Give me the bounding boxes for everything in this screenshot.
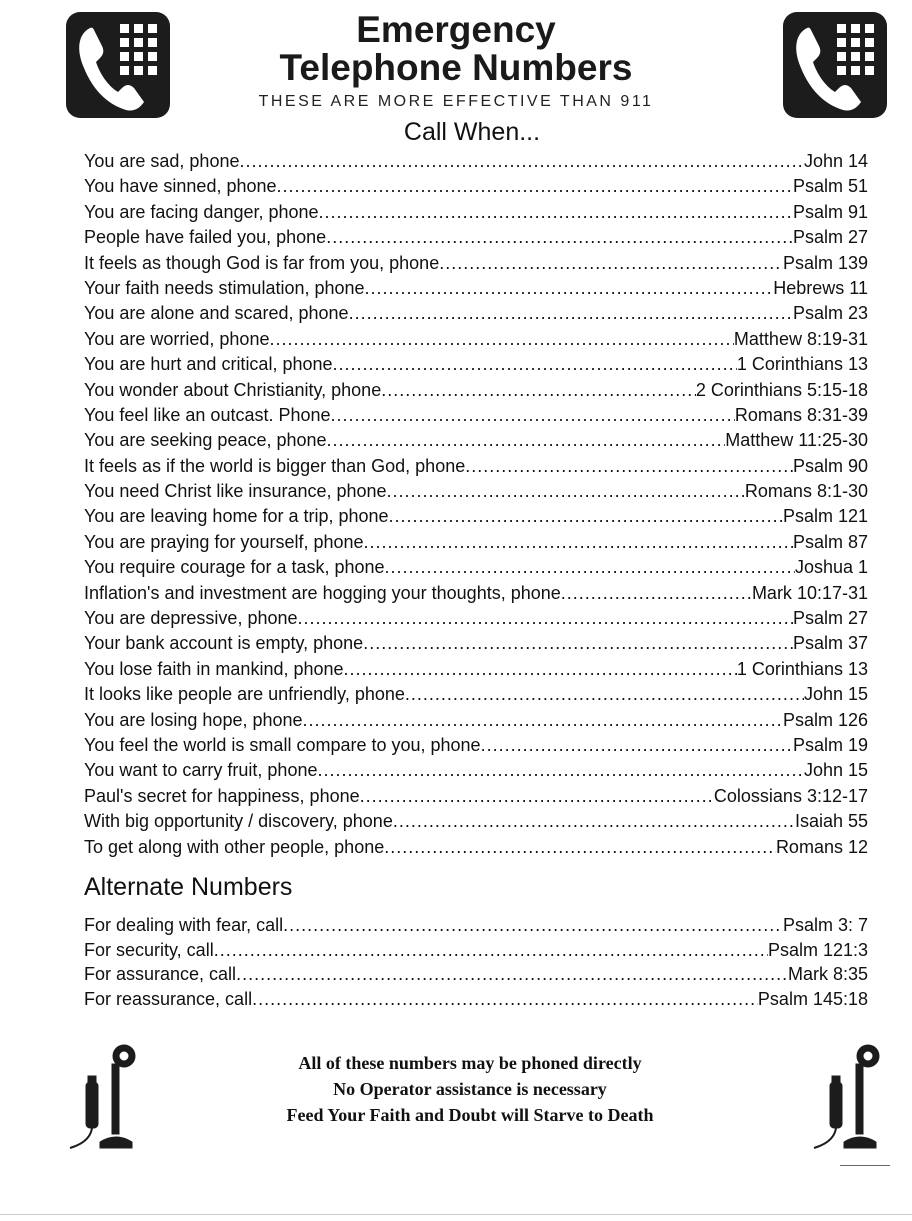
- footer-line: No Operator assistance is necessary: [333, 1079, 607, 1099]
- list-item: [84, 915, 868, 940]
- dot-leader: [364, 532, 793, 553]
- scripture-reference: Romans 8:1-30: [744, 481, 868, 502]
- scripture-reference: Psalm 139: [782, 252, 868, 273]
- condition-text: You are hurt and critical, phone: [84, 354, 333, 375]
- footer-line: Feed Your Faith and Doubt will Starve to Death: [286, 1105, 654, 1125]
- dot-leader: [236, 964, 788, 985]
- scripture-reference: Matthew 11:25-30: [725, 430, 868, 451]
- list-item: [84, 405, 868, 430]
- condition-text: For dealing with fear, call: [84, 915, 284, 935]
- dot-leader: [344, 659, 737, 680]
- list-item: [84, 608, 868, 633]
- dot-leader: [360, 786, 714, 807]
- dot-leader: [239, 151, 803, 172]
- scripture-reference: Psalm 19: [792, 734, 868, 755]
- list-item: [84, 710, 868, 735]
- condition-text: You are leaving home for a trip, phone: [84, 506, 389, 527]
- list-item: [84, 354, 868, 379]
- list-item: [84, 303, 868, 328]
- list-item: [84, 202, 868, 227]
- dot-leader: [381, 380, 696, 401]
- scripture-reference: Mark 8:35: [787, 964, 868, 984]
- list-item: [84, 380, 868, 405]
- condition-text: You want to carry fruit, phone: [84, 760, 318, 781]
- scripture-reference: Isaiah 55: [794, 811, 868, 832]
- dot-leader: [319, 202, 793, 223]
- condition-text: Your bank account is empty, phone: [84, 633, 364, 654]
- scripture-reference: Psalm 87: [792, 531, 868, 552]
- dot-leader: [385, 557, 795, 578]
- list-item: [84, 151, 868, 176]
- list-item: [84, 837, 868, 862]
- list-item: [84, 278, 868, 303]
- dot-leader: [363, 633, 793, 654]
- condition-text: You are seeking peace, phone: [84, 430, 327, 451]
- dot-leader: [277, 176, 793, 197]
- list-item: [84, 532, 868, 557]
- condition-text: You feel the world is small compare to you, phone: [84, 734, 481, 755]
- condition-text: For security, call: [84, 939, 214, 960]
- scripture-reference: Romans 12: [775, 836, 868, 857]
- list-item: [84, 735, 868, 760]
- dot-leader: [331, 405, 735, 426]
- condition-text: You are losing hope, phone: [84, 709, 303, 730]
- list-item: [84, 176, 868, 201]
- scripture-reference: Psalm 90: [792, 455, 868, 476]
- condition-text: You wonder about Christianity, phone: [84, 379, 382, 400]
- alternate-number-list: [84, 915, 868, 1013]
- dot-leader: [384, 837, 776, 858]
- scripture-reference: Mark 10:17-31: [751, 582, 868, 603]
- dot-leader: [465, 456, 793, 477]
- page-title-line1: Emergency: [356, 9, 556, 50]
- dot-leader: [405, 684, 804, 705]
- dot-leader: [389, 506, 783, 527]
- dot-leader: [283, 915, 783, 936]
- list-item: [84, 989, 868, 1014]
- condition-text: It looks like people are unfriendly, phone: [84, 684, 405, 705]
- page-title-line2: Telephone Numbers: [279, 47, 633, 88]
- list-item: [84, 684, 868, 709]
- condition-text: It feels as if the world is bigger than God, phone: [84, 455, 466, 476]
- scripture-reference: Psalm 27: [792, 227, 868, 248]
- dot-leader: [387, 481, 745, 502]
- list-item: [84, 811, 868, 836]
- list-item: [84, 786, 868, 811]
- list-item: [84, 253, 868, 278]
- scripture-reference: John 14: [803, 151, 868, 171]
- dot-leader: [561, 583, 752, 604]
- condition-text: You are facing danger, phone: [84, 201, 319, 222]
- condition-text: Paul's secret for happiness, phone: [84, 785, 360, 806]
- divider: [0, 1214, 912, 1215]
- list-item: [84, 964, 868, 989]
- condition-text: You lose faith in mankind, phone: [84, 658, 344, 679]
- scripture-reference: John 15: [803, 684, 868, 705]
- list-item: [84, 940, 868, 965]
- list-item: [84, 633, 868, 658]
- list-item: [84, 506, 868, 531]
- condition-text: People have failed you, phone: [84, 227, 327, 248]
- scripture-reference: Joshua 1: [794, 557, 868, 578]
- footer-line: All of these numbers may be phoned directly: [298, 1053, 642, 1073]
- footer-note: [160, 1050, 780, 1128]
- scripture-reference: Psalm 121:3: [767, 939, 868, 960]
- scripture-reference: Psalm 51: [792, 176, 868, 197]
- condition-text: With big opportunity / discovery, phone: [84, 811, 393, 832]
- condition-text: You are sad, phone: [84, 151, 240, 171]
- condition-text: You are depressive, phone: [84, 608, 298, 629]
- scripture-reference: 2 Corinthians 5:15-18: [695, 379, 868, 400]
- scripture-reference: 1 Corinthians 13: [736, 658, 868, 679]
- dot-leader: [252, 989, 758, 1010]
- scripture-reference: Romans 8:31-39: [734, 404, 868, 425]
- dot-leader: [326, 227, 793, 248]
- dot-leader: [317, 760, 803, 781]
- condition-text: To get along with other people, phone: [84, 836, 385, 857]
- scripture-reference: Psalm 145:18: [757, 988, 868, 1009]
- condition-text: It feels as though God is far from you, phone: [84, 252, 440, 273]
- dot-leader: [393, 811, 795, 832]
- scripture-reference: Hebrews 11: [773, 277, 868, 298]
- dot-leader: [214, 940, 768, 961]
- condition-text: For reassurance, call: [84, 988, 253, 1009]
- call-when-heading: Call When...: [403, 118, 541, 146]
- condition-text: Your faith needs stimulation, phone: [84, 277, 365, 298]
- list-item: [84, 227, 868, 252]
- dot-leader: [481, 735, 793, 756]
- alternate-numbers-heading: Alternate Numbers: [84, 873, 293, 901]
- divider: [840, 1165, 890, 1166]
- condition-text: You feel like an outcast. Phone: [84, 404, 331, 425]
- list-item: [84, 760, 868, 785]
- condition-text: You have sinned, phone: [84, 176, 277, 197]
- list-item: [84, 659, 868, 684]
- scripture-reference: Psalm 91: [792, 201, 868, 222]
- scripture-reference: Colossians 3:12-17: [713, 785, 868, 806]
- scripture-reference: 1 Corinthians 13: [736, 354, 868, 375]
- condition-text: You are alone and scared, phone: [84, 303, 349, 324]
- scripture-reference: John 15: [803, 760, 868, 781]
- scripture-reference: Psalm 121: [782, 506, 868, 527]
- condition-text: For assurance, call: [84, 964, 237, 984]
- scripture-reference: Psalm 27: [792, 608, 868, 629]
- list-item: [84, 329, 868, 354]
- scripture-reference: Matthew 8:19-31: [733, 328, 868, 349]
- scripture-reference: Psalm 3: 7: [782, 915, 868, 935]
- list-item: [84, 557, 868, 582]
- dot-leader: [439, 253, 783, 274]
- dot-leader: [365, 278, 774, 299]
- dot-leader: [327, 430, 726, 451]
- scripture-reference: Psalm 37: [792, 633, 868, 654]
- candlestick-phone-icon: [62, 1042, 142, 1154]
- page-subtitle: THESE ARE MORE EFFECTIVE THAN 911: [258, 93, 654, 110]
- scripture-reference: Psalm 126: [782, 709, 868, 730]
- emergency-number-list: [84, 151, 868, 862]
- condition-text: Inflation's and investment are hogging your thoughts, phone: [84, 582, 561, 603]
- list-item: [84, 481, 868, 506]
- list-item: [84, 583, 868, 608]
- list-item: [84, 430, 868, 455]
- condition-text: You are praying for yourself, phone: [84, 531, 364, 552]
- scripture-reference: Psalm 23: [792, 303, 868, 324]
- dot-leader: [269, 329, 733, 350]
- dot-leader: [303, 710, 783, 731]
- dot-leader: [349, 303, 793, 324]
- list-item: [84, 456, 868, 481]
- condition-text: You require courage for a task, phone: [84, 557, 385, 578]
- candlestick-phone-icon: [806, 1042, 886, 1154]
- dot-leader: [333, 354, 737, 375]
- condition-text: You are worried, phone: [84, 328, 270, 349]
- dot-leader: [298, 608, 793, 629]
- condition-text: You need Christ like insurance, phone: [84, 481, 387, 502]
